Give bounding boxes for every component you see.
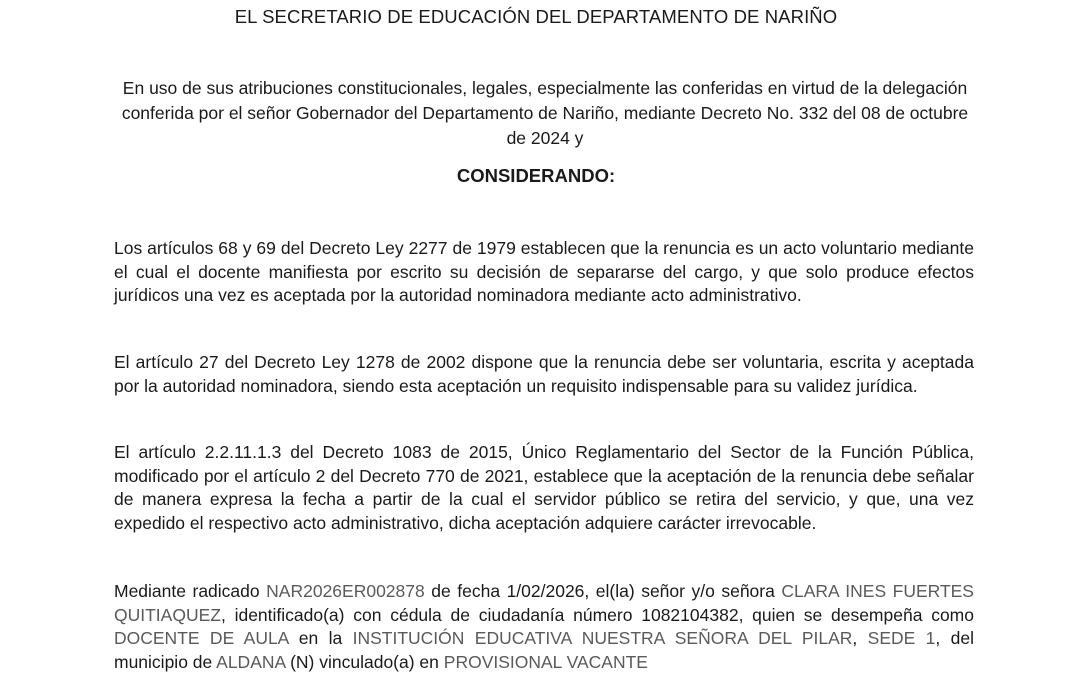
text-segment: , del municipio de <box>114 628 975 672</box>
id-number: 1082104382 <box>641 604 739 625</box>
text-segment: Mediante radicado <box>114 581 267 601</box>
text-segment: , quien se desempeña como <box>738 604 974 625</box>
radicado-number: NAR2026ER002878 <box>266 581 425 601</box>
employment-type: PROVISIONAL VACANTE <box>443 651 648 672</box>
job-title: DOCENTE DE AULA <box>114 628 289 648</box>
municipality-name: ALDANA <box>216 651 286 672</box>
institution-name: INSTITUCIÓN EDUCATIVA NUESTRA SEÑORA DEL PILAR <box>352 628 853 648</box>
paragraph-decreto-2277: Los artículos 68 y 69 del Decreto Ley 2277 de 1979 establecen que la renuncia es un acto voluntario mediante el cual el docente manifiesta por escrito su decisión de separarse del cargo, y que solo produce efectos jurídicos una vez es aceptada por la autoridad nominadora mediante acto administrativo. <box>114 238 974 305</box>
text-segment: , <box>852 628 868 648</box>
text-segment: en la <box>288 628 353 648</box>
paragraph-radicado <box>114 580 974 674</box>
paragraph-decreto-1278: El artículo 27 del Decreto Ley 1278 de 2002 dispone que la renuncia debe ser voluntaria, escrita y aceptada por la autoridad nominadora, siendo esta aceptación un requisito indispensable para su validez jurídica. <box>114 352 974 396</box>
radicado-date: 1/02/2026 <box>506 581 585 601</box>
text-segment: de fecha <box>424 581 507 601</box>
person-name: CLARA INES FUERTES QUITIAQUEZ <box>114 581 974 625</box>
intro-paragraph: En uso de sus atribuciones constitucionales, legales, especialmente las conferidas en virtud de la delegación conferida por el señor Gobernador del Departamento de Nariño, mediante Decreto No. 332 del 08 de octubre de 2024 y <box>121 78 969 148</box>
campus-name: SEDE 1 <box>867 628 936 648</box>
paragraph-decreto-1083: El artículo 2.2.11.1.3 del Decreto 1083 de 2015, Único Reglamentario del Sector de la Función Pública, modificado por el artículo 2 del Decreto 770 de 2021, establece que la aceptación de la renuncia debe señalar de manera expresa la fecha a partir de la cual el servidor público se retira del servicio, y que, una vez expedido el respectivo acto administrativo, dicha aceptación adquiere carácter irrevocable. <box>114 442 974 533</box>
text-segment: , el(la) señor y/o señora <box>584 581 782 601</box>
section-heading: CONSIDERANDO: <box>456 165 616 186</box>
text-segment: (N) vinculado(a) en <box>285 651 444 672</box>
text-segment: , identificado(a) con cédula de ciudadanía número <box>220 604 642 625</box>
document-title: EL SECRETARIO DE EDUCACIÓN DEL DEPARTAMENTO DE NARIÑO <box>234 6 838 27</box>
